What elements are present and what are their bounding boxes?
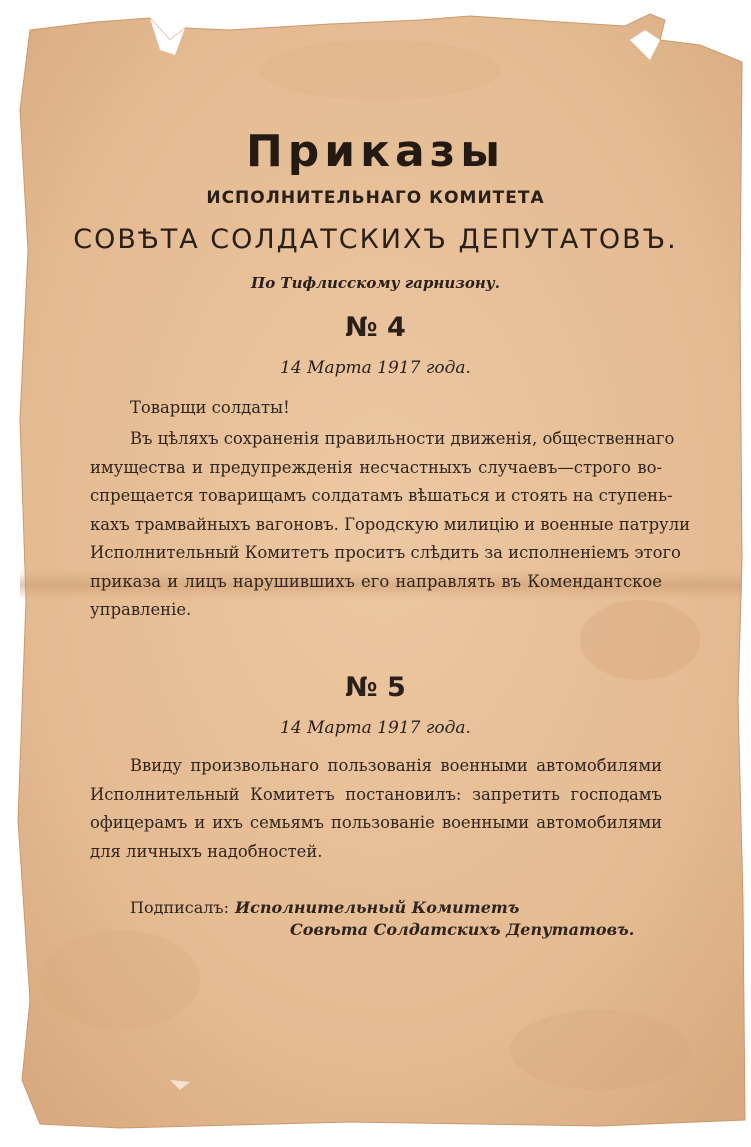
order-date-4: 14 Марта 1917 года. xyxy=(280,358,471,378)
order-4-line: управленіе. xyxy=(90,600,192,619)
signature-label: Подписалъ: xyxy=(130,898,229,917)
soviet-subtitle: СОВѢТА СОЛДАТСКИХЪ ДЕПУТАТОВЪ. xyxy=(73,224,678,255)
order-date-5: 14 Марта 1917 года. xyxy=(280,718,471,738)
order-number-5: № 5 xyxy=(345,672,406,703)
order-5-line: офицерамъ и ихъ семьямъ пользованіе военными автомобилями xyxy=(90,813,662,832)
signature-soviet: Совѣта Солдатскихъ Депутатовъ. xyxy=(290,920,635,939)
order-4-text xyxy=(90,425,691,625)
order-5-line: Ввиду произвольнаго пользованія военными автомобилями xyxy=(130,756,662,775)
garrison-subtitle: По Тифлисскому гарнизону. xyxy=(251,274,500,292)
order-greeting: Товарщи солдаты! xyxy=(130,398,290,417)
committee-subtitle: ИСПОЛНИТЕЛЬНАГО КОМИТЕТА xyxy=(206,188,545,208)
order-4-line: Въ цѣляхъ сохраненія правильности движенія, общественнаго xyxy=(130,429,675,448)
order-4-line: имущества и предупрежденія несчастныхъ случаевъ—строго во- xyxy=(90,457,662,477)
order-5-line: для личныхъ надобностей. xyxy=(90,841,323,861)
order-4-line: спрещается товарищамъ солдатамъ вѣшаться и стоять на ступень- xyxy=(90,486,673,505)
order-4-line: Исполнительный Комитетъ проситъ слѣдить за исполненіемъ этого xyxy=(90,543,681,562)
order-number-4: № 4 xyxy=(345,312,406,343)
order-5-line: Исполнительный Комитетъ постановилъ: запретить господамъ xyxy=(90,784,662,804)
page-title: Приказы xyxy=(245,126,506,177)
order-4-line: кахъ трамвайныхъ вагоновъ. Городскую милицію и военные патрули xyxy=(90,514,691,534)
order-4-line: приказа и лицъ нарушившихъ его направлять въ Комендантское xyxy=(90,571,662,591)
order-5-text xyxy=(90,752,662,866)
signature-committee: Исполнительный Комитетъ xyxy=(235,898,520,917)
signature-block xyxy=(130,898,519,917)
